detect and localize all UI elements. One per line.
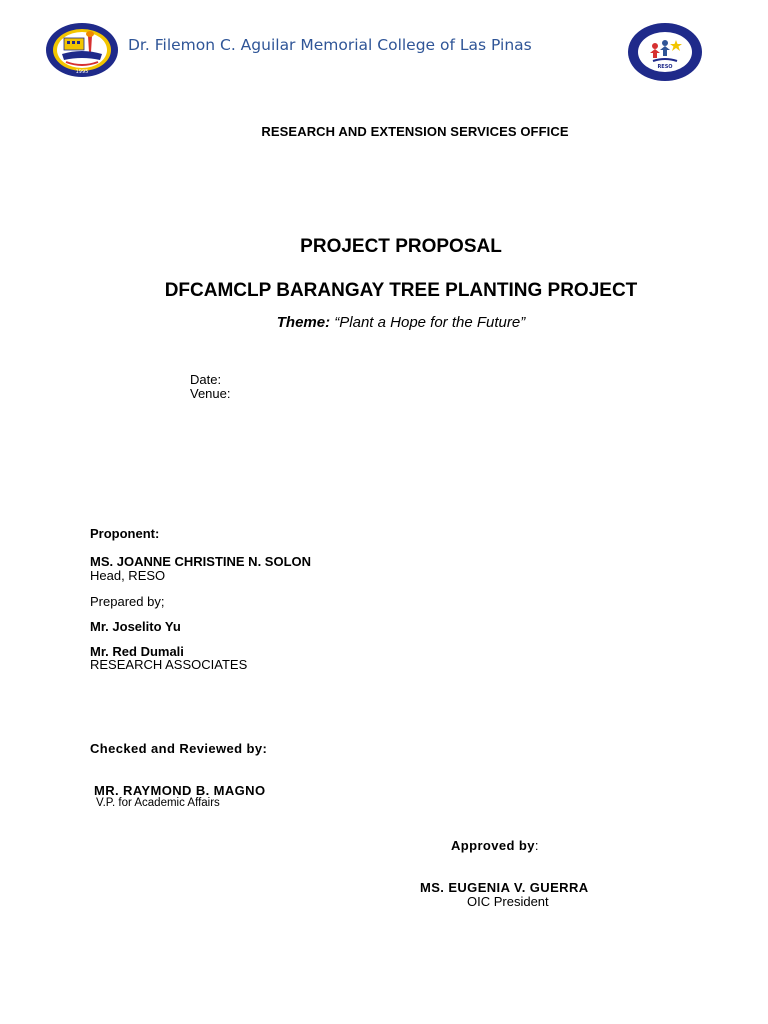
reviewer-name: MR. RAYMOND B. MAGNO — [94, 783, 266, 798]
approver-name: MS. EUGENIA V. GUERRA — [420, 880, 589, 895]
approved-by-text: Approved by — [451, 838, 535, 853]
theme-label: Theme: — [276, 314, 331, 331]
theme-value: “Plant a Hope for the Future” — [334, 314, 526, 331]
reviewer-role: V.P. for Academic Affairs — [96, 797, 220, 809]
college-seal-logo — [44, 22, 120, 78]
approver-role: OIC President — [467, 894, 549, 909]
document-title: PROJECT PROPOSAL — [300, 236, 502, 257]
date-label: Date: — [190, 372, 222, 387]
proponent-label: Proponent: — [90, 526, 160, 541]
project-theme — [0, 314, 768, 331]
office-heading: RESEARCH AND EXTENSION SERVICES OFFICE — [261, 124, 569, 139]
reso-seal-logo — [626, 22, 704, 82]
approved-by-label — [451, 838, 539, 853]
preparer-name: Mr. Red Dumali — [90, 644, 184, 659]
checked-reviewed-label: Checked and Reviewed by: — [90, 741, 268, 756]
venue-label: Venue: — [190, 386, 231, 401]
approved-by-colon: : — [534, 838, 539, 853]
reso-logo-label: RESO — [657, 64, 673, 70]
prepared-by-label: Prepared by; — [90, 594, 165, 609]
preparer-name: Mr. Joselito Yu — [90, 619, 181, 634]
svg-text:1995: 1995 — [75, 69, 89, 75]
proponent-role: Head, RESO — [90, 568, 166, 583]
project-name: DFCAMCLP BARANGAY TREE PLANTING PROJECT — [164, 280, 638, 301]
proponent-name: MS. JOANNE CHRISTINE N. SOLON — [90, 554, 312, 569]
preparer-role: RESEARCH ASSOCIATES — [90, 657, 248, 672]
college-name: Dr. Filemon C. Aguilar Memorial College of Las Pinas — [128, 36, 532, 54]
